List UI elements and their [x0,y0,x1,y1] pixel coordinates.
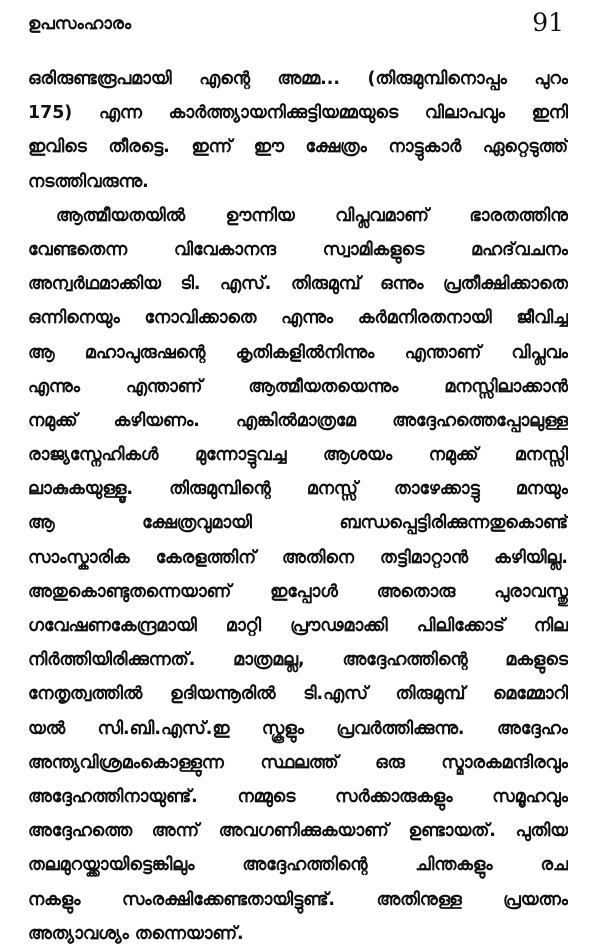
text-line: അന്ത്യവിശ്രമംകൊള്ളുന്ന സ്ഥലത്ത് ഒരു സ്മാരകമന്ദിരവും [28,752,568,773]
text-line: നമുക്ക് കഴിയണം. എങ്കിൽമാത്രമേ അദ്ദേഹത്തെപ്പോലുള്ള [28,410,568,431]
text-line: യൽ സി.ബി.എസ്.ഇ സ്കൂളും പ്രവർത്തിക്കുന്നു. അദ്ദേഹം [28,718,568,739]
text-line: എന്നും എന്താണ് ആത്മീയതയെന്നും മനസ്സിലാക്കാൻ [28,376,568,397]
text-line: അന്വർഥമാക്കിയ ടി. എസ്. തിരുമുമ്പ് ഒന്നും പ്രതീക്ഷിക്കാതെ [28,274,568,295]
text-line: ആത്മീയതയിൽ ഊന്നിയ വിപ്ലവമാണ് ഭാരതത്തിനു [56,205,568,226]
page-header [28,8,564,42]
text-line: നേതൃത്വത്തിൽ ഉദിയന്നൂരിൽ ടി.എസ് തിരുമുമ്പ് മെമ്മോറി [28,684,568,705]
text-line: 175) എന്ന കാർത്ത്യായനിക്കുട്ടിയമ്മയുടെ വിലാപവും ഇനി [28,103,568,124]
text-line: ഗവേഷണകേന്ദ്രമായി മാറ്റി പ്രൗഢമാക്കി പിലിക്കോട് നില [28,616,568,636]
text-line: വേണ്ടതെന്ന വിവേകാനന്ദ സ്വാമികളുടെ മഹദ്‌വചനം [28,239,568,260]
text-line: നകളും സംരക്ഷിക്കേണ്ടതായിട്ടുണ്ട്. അതിനുള്ള പ്രയത്നം [28,889,568,910]
text-line: അത്യാവശ്യം തന്നെയാണ്. [28,923,244,944]
text-line: നടത്തിവരുന്നു. [28,171,149,192]
text-line: ഇവിടെ തീരട്ടെ. ഇന്ന് ഈ ക്ഷേത്രം നാട്ടുകാർ ഏറ്റെടുത്ത് [28,137,568,158]
body-text [28,62,568,951]
page-number: 91 [532,8,564,37]
text-line: ആ മഹാപുരുഷന്റെ കൃതികളിൽനിന്നും എന്താണ് വിപ്ലവം [28,342,568,363]
text-line: ആ ക്ഷേത്രവുമായി ബന്ധപ്പെട്ടിരിക്കുന്നതുകൊണ്ട് [28,513,568,534]
text-line: ഒരിരുണ്ടരൂപമായി എന്റെ അമ്മ... (തിരുമുമ്പിനൊപ്പം പുറം [28,69,568,89]
text-line: അദ്ദേഹത്തെ അന്ന് അവഗണിക്കുകയാണ് ഉണ്ടായത്. പുതിയ [28,821,568,842]
text-line: അദ്ദേഹത്തിനായുണ്ട്. നമ്മുടെ സർക്കാരുകളും സമൂഹവും [28,786,568,807]
text-line: നിർത്തിയിരിക്കുന്നത്. മാത്രമല്ല, അദ്ദേഹത്തിന്റെ മകളുടെ [28,650,568,671]
text-line: ലാകുകയുള്ളൂ. തിരുമുമ്പിന്റെ മനസ്സ് താഴേക്കാട്ടു മനയും [28,479,568,500]
text-line: അതുകൊണ്ടുതന്നെയാണ് ഇപ്പോൾ അതൊരു പുരാവസ്തു [28,581,568,602]
text-line: തലമുറയ്ക്കായിട്ടെങ്കിലും അദ്ദേഹത്തിന്റെ ചിന്തകളും രച [28,855,568,876]
text-line: രാജ്യസ്നേഹികൾ മുന്നോട്ടുവച്ച ആശയം നമുക്ക് മനസ്സി [28,445,568,466]
running-head: ഉപസംഹാരം [28,14,132,34]
text-line: സാംസ്കാരിക കേരളത്തിന് അതിനെ തട്ടിമാറ്റാൻ കഴിയില്ല. [28,547,568,568]
text-line: ഒന്നിനെയും നോവിക്കാതെ എന്നും കർമനിരതനായി ജീവിച്ച [28,308,568,329]
